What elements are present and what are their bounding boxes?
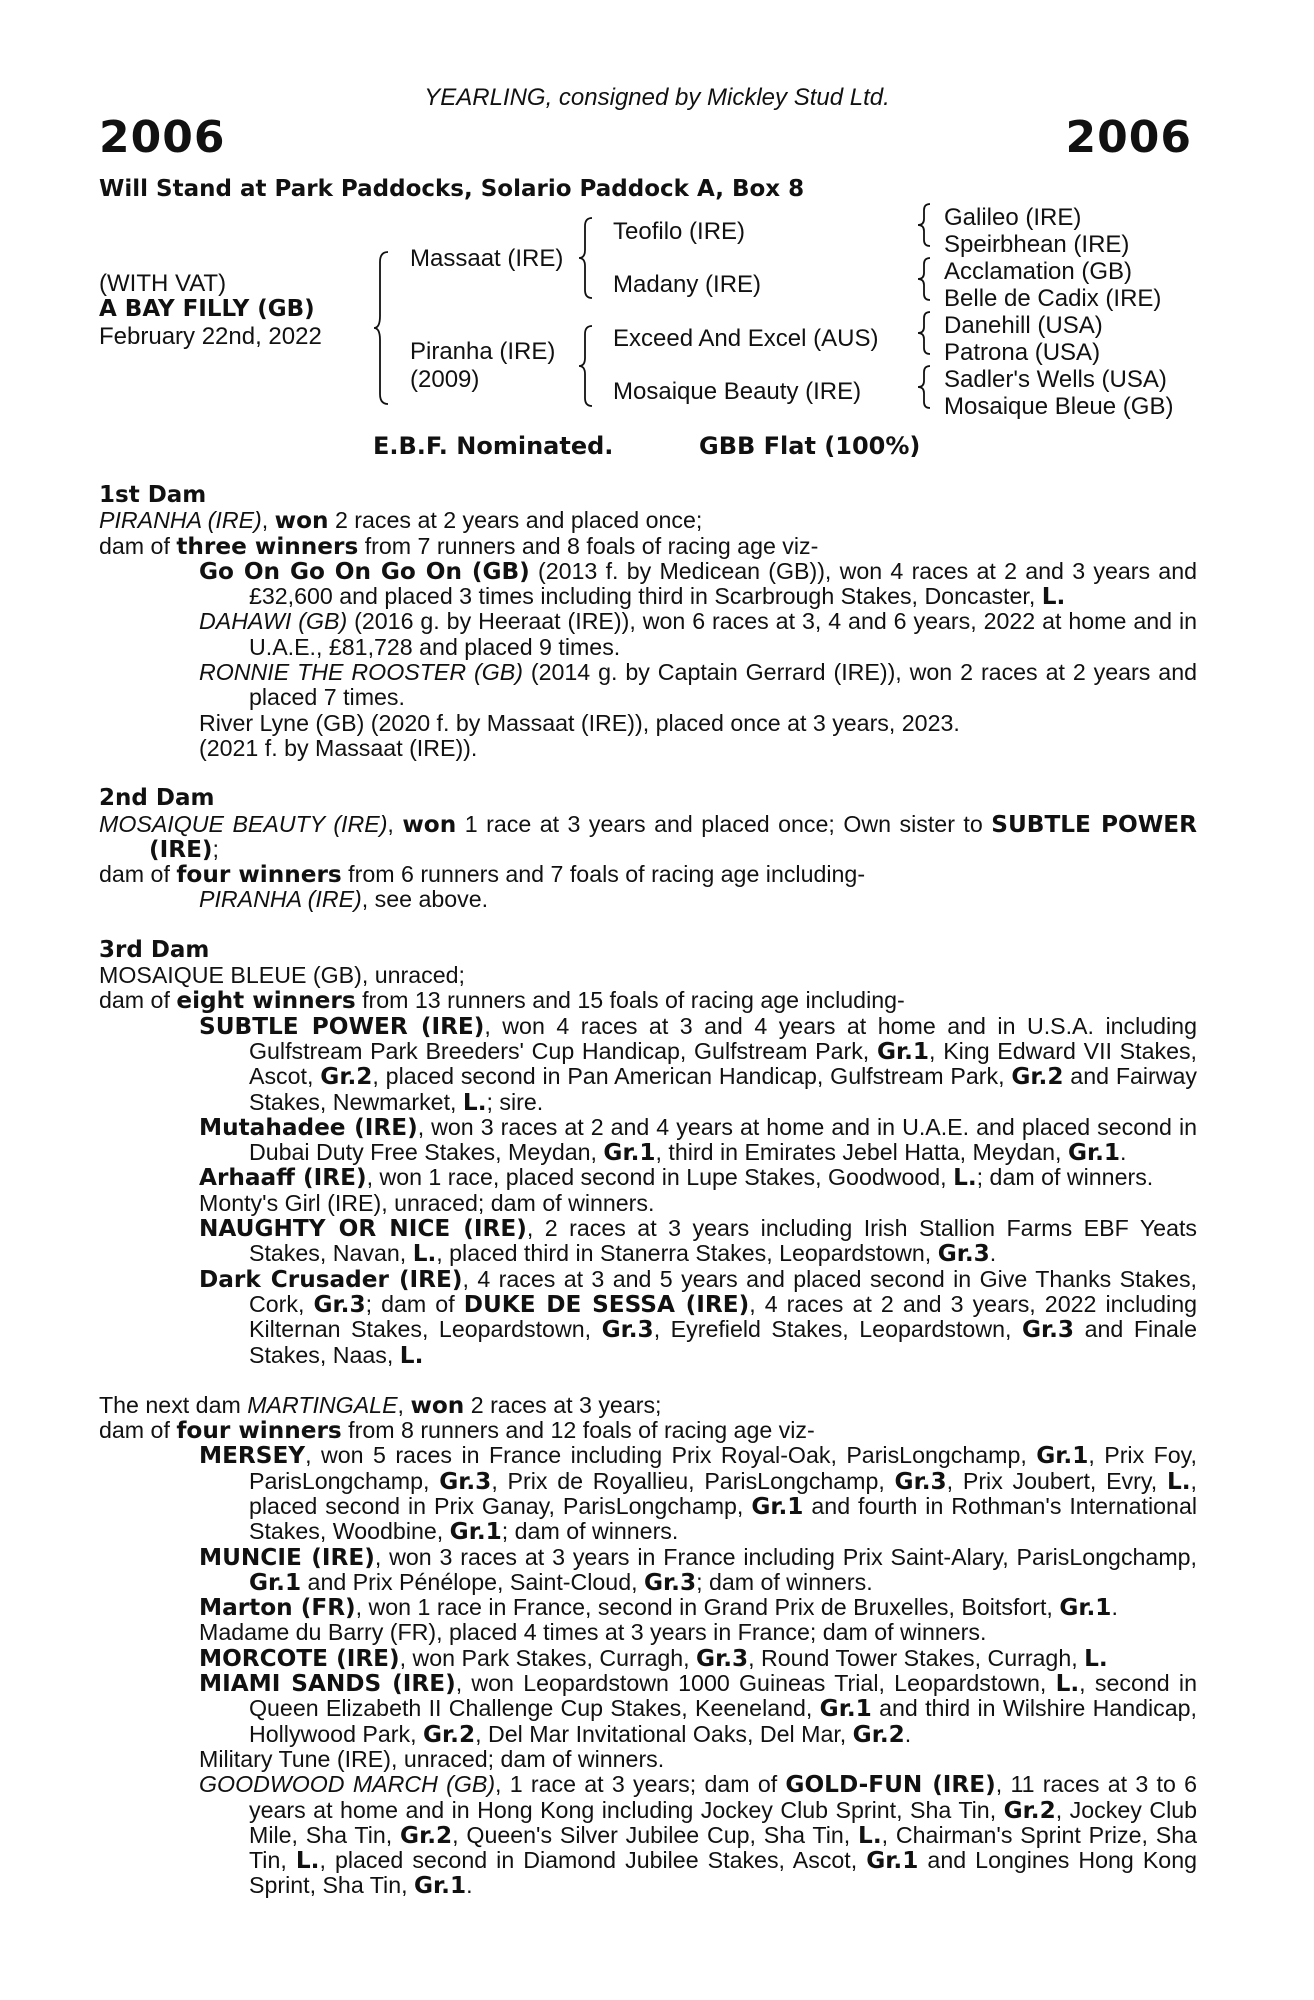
third-dam-produce: dam of eight winners from 13 runners and 15 foals of racing age including- <box>99 987 905 1015</box>
next-dam-line: The next dam MARTINGALE, won 2 races at 3 years; <box>99 1391 662 1419</box>
pedigree-sss: Galileo (IRE) <box>944 204 1082 231</box>
pedigree-dsd: Patrona (USA) <box>944 339 1101 366</box>
pedigree-dds: Sadler's Wells (USA) <box>944 366 1167 393</box>
vat-note: (WITH VAT) <box>99 270 227 297</box>
pedigree-dam-year: (2009) <box>410 366 480 393</box>
first-dam-heading: 1st Dam <box>99 482 207 508</box>
third-dam-heading: 3rd Dam <box>99 936 210 963</box>
produce-entry: Mutahadee (IRE), won 3 races at 2 and 4 years at home and in U.A.E. and placed second in Dubai Duty Free Stakes, Meydan, Gr.1, third in Emirates Jebel Hatta, Meydan, Gr.1. <box>199 1113 1197 1167</box>
pedigree-brace-dam <box>578 326 596 406</box>
next-dam-produce: dam of four winners from 8 runners and 12 foals of racing age viz- <box>99 1417 815 1445</box>
produce-entry: Military Tune (IRE), unraced; dam of winners. <box>199 1745 665 1772</box>
pedigree-brace-sd <box>917 258 933 300</box>
produce-entry: RONNIE THE ROOSTER (GB) (2014 g. by Captain Gerrard (IRE)), won 2 races at 2 years and placed 7 times. <box>199 659 1197 711</box>
produce-entry-sub: NAUGHTY OR NICE (IRE), 2 races at 3 years including Irish Stallion Farms EBF Yeats Stakes, Navan, L., placed third in Stanerra Stakes, Leopardstown, Gr.3. <box>199 1215 1197 1268</box>
first-dam-line: PIRANHA (IRE), won 2 races at 2 years and placed once; <box>99 507 703 535</box>
produce-entry: Go On Go On Go On (GB) (2013 f. by Medicean (GB)), won 4 races at 2 and 3 years and £32,600 and placed 3 times including third in Scarbrough Stakes, Doncaster, L. <box>199 557 1197 611</box>
produce-entry-sub: GOODWOOD MARCH (GB), 1 race at 3 years; dam of GOLD-FUN (IRE), 11 races at 3 to 6 years at home and in Hong Kong including Jockey Club Sprint, Sha Tin, Gr.2, Jockey Club Mile, Sha Tin, Gr.2, Queen's Silver Jubilee Cup, Sha Tin, L., Chairman's Sprint Prize, Sha Tin, L., placed second in Diamond Jubilee Stakes, Ascot, Gr.1 and Longines Hong Kong Sprint, Sha Tin, Gr.1. <box>199 1771 1198 1900</box>
produce-entry-sub: Dark Crusader (IRE), 4 races at 3 and 5 years and placed second in Give Thanks Stakes, Cork, Gr.3; dam of DUKE DE SESSA (IRE), 4 races at 2 and 3 years, 2022 including Kilternan Stakes, Leopardstown, Gr.3, Eyrefield Stakes, Leopardstown, Gr.3 and Finale Stakes, Naas, L. <box>199 1265 1197 1369</box>
pedigree-brace-ss <box>917 204 933 246</box>
produce-entry: MUNCIE (IRE), won 3 races at 3 years in France including Prix Saint-Alary, ParisLongchamp, Gr.1 and Prix Pénélope, Saint-Cloud, Gr.3; dam of winners. <box>199 1543 1197 1596</box>
produce-entry: Madame du Barry (FR), placed 4 times at 3 years in France; dam of winners. <box>199 1619 987 1646</box>
produce-entry: MERSEY, won 5 races in France including Prix Royal-Oak, ParisLongchamp, Gr.1, Prix Foy, ParisLongchamp, Gr.3, Prix de Royallieu, ParisLongchamp, Gr.3, Prix Joubert, Evry, L., placed second in Prix Ganay, ParisLongchamp, Gr.1 and fourth in Rothman's International Stakes, Woodbine, Gr.1; dam of winners. <box>199 1442 1198 1546</box>
third-dam-line: MOSAIQUE BLEUE (GB), unraced; <box>99 962 465 989</box>
produce-entry-sub: MIAMI SANDS (IRE), won Leopardstown 1000 Guineas Trial, Leopardstown, L., second in Queen Elizabeth II Challenge Cup Stakes, Keeneland, Gr.1 and third in Wilshire Handicap, Hollywood Park, Gr.2, Del Mar Invitational Oaks, Del Mar, Gr.2. <box>199 1670 1197 1748</box>
produce-entry: Monty's Girl (IRE), unraced; dam of winners. <box>199 1189 655 1216</box>
ebf-note: E.B.F. Nominated. <box>373 432 614 460</box>
pedigree-brace-ds <box>917 312 933 354</box>
pedigree-sire-sire: Teofilo (IRE) <box>613 218 746 245</box>
produce-entry: Marton (FR), won 1 race in France, second in Grand Prix de Bruxelles, Boitsfort, Gr.1. <box>199 1594 1118 1622</box>
pedigree-sire-dam: Madany (IRE) <box>613 271 762 298</box>
pedigree-dam: Piranha (IRE) <box>410 338 556 365</box>
dam-produce-record <box>99 483 1197 1899</box>
pedigree-dam-dam: Mosaique Beauty (IRE) <box>613 378 862 405</box>
stand-location: Will Stand at Park Paddocks, Solario Paddock A, Box 8 <box>99 176 805 202</box>
pedigree-dss: Danehill (USA) <box>944 312 1103 339</box>
produce-entry-sub: MORCOTE (IRE), won Park Stakes, Curragh, Gr.3, Round Tower Stakes, Curragh, L. <box>199 1644 1108 1672</box>
pedigree-brace-main <box>372 252 392 404</box>
produce-entry: River Lyne (GB) (2020 f. by Massaat (IRE)), placed once at 3 years, 2023. <box>199 709 960 736</box>
pedigree-ssd: Speirbhean (IRE) <box>944 231 1130 258</box>
gbb-note: GBB Flat (100%) <box>699 432 921 460</box>
pedigree-ddd: Mosaique Bleue (GB) <box>944 393 1174 420</box>
horse-name: A BAY FILLY (GB) <box>99 296 315 322</box>
lot-number-left: 2006 <box>99 112 226 163</box>
pedigree-sire: Massaat (IRE) <box>410 245 564 272</box>
second-dam-produce: dam of four winners from 6 runners and 7 foals of racing age including- <box>99 861 866 889</box>
second-dam-heading: 2nd Dam <box>99 785 215 812</box>
produce-entry: Arhaaff (IRE), won 1 race, placed second in Lupe Stakes, Goodwood, L.; dam of winners. <box>199 1164 1154 1192</box>
produce-entry: PIRANHA (IRE), see above. <box>199 886 489 913</box>
second-dam-line: MOSAIQUE BEAUTY (IRE), won 1 race at 3 years and placed once; Own sister to SUBTLE POWER (IRE); <box>99 810 1197 863</box>
pedigree-brace-sire <box>578 218 596 298</box>
consignment-line: YEARLING, consigned by Mickley Stud Ltd. <box>424 84 890 111</box>
produce-entry: DAHAWI (GB) (2016 g. by Heeraat (IRE)), won 6 races at 3, 4 and 6 years, 2022 at home and in U.A.E., £81,728 and placed 9 times. <box>199 608 1197 660</box>
first-dam-produce: dam of three winners from 7 runners and 8 foals of racing age viz- <box>99 532 819 560</box>
pedigree-dam-sire: Exceed And Excel (AUS) <box>613 325 879 352</box>
pedigree-brace-dd <box>917 366 933 408</box>
lot-number-right: 2006 <box>1065 112 1192 163</box>
produce-entry: (2021 f. by Massaat (IRE)). <box>199 734 478 761</box>
foaling-date: February 22nd, 2022 <box>99 323 322 350</box>
pedigree-sdd: Belle de Cadix (IRE) <box>944 285 1162 312</box>
pedigree-sds: Acclamation (GB) <box>944 258 1133 285</box>
produce-entry: SUBTLE POWER (IRE), won 4 races at 3 and 4 years at home and in U.S.A. including Gulfstream Park Breeders' Cup Handicap, Gulfstream Park, Gr.1, King Edward VII Stakes, Ascot, Gr.2, placed second in Pan American Handicap, Gulfstream Park, Gr.2 and Fairway Stakes, Newmarket, L.; sire. <box>199 1012 1197 1116</box>
